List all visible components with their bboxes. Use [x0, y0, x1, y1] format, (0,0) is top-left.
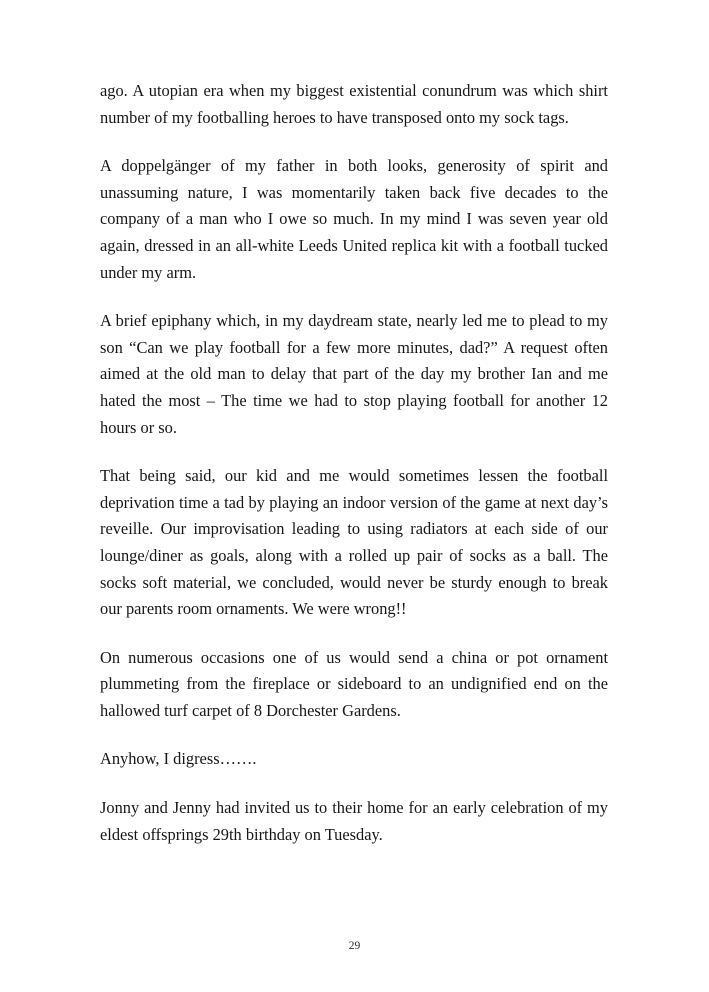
page-number: 29 [348, 940, 361, 952]
paragraph: Jonny and Jenny had invited us to their home for an early celebration of my eldest offsprings 29th birthday on Tuesday. [100, 798, 608, 844]
paragraph: On numerous occasions one of us would send a china or pot ornament plummeting from the fireplace or sideboard to an undignified end on the hallowed turf carpet of 8 Dorchester Gardens. [100, 647, 608, 720]
paragraph: Anyhow, I digress……. [100, 749, 257, 769]
paragraph: That being said, our kid and me would sometimes lessen the football deprivation time a tad by playing an indoor version of the game at next day’s reveille. Our improvisation leading to using radiators at each side of our lounge/diner as goals, along with a rolled up pair of socks as a ball. The socks soft material, we concluded, would never be sturdy enough to break our parents room ornaments. We were wrong!! [100, 466, 608, 619]
paragraph: A brief epiphany which, in my daydream state, nearly led me to plead to my son “Can we play football for a few more minutes, dad?” A request often aimed at the old man to delay that part of the day my brother Ian and me hated the most – The time we had to stop playing football for another 12 hours or so. [100, 311, 608, 437]
paragraph: A doppelgänger of my father in both looks, generosity of spirit and unassuming nature, I was momentarily taken back five decades to the company of a man who I owe so much. In my mind I was seven year old again, dressed in an all-white Leeds United replica kit with a football tucked under my arm. [100, 156, 608, 282]
paragraph: ago. A utopian era when my biggest existential conundrum was which shirt number of my footballing heroes to have transposed onto my sock tags. [100, 81, 608, 127]
page-text-column [100, 78, 608, 848]
